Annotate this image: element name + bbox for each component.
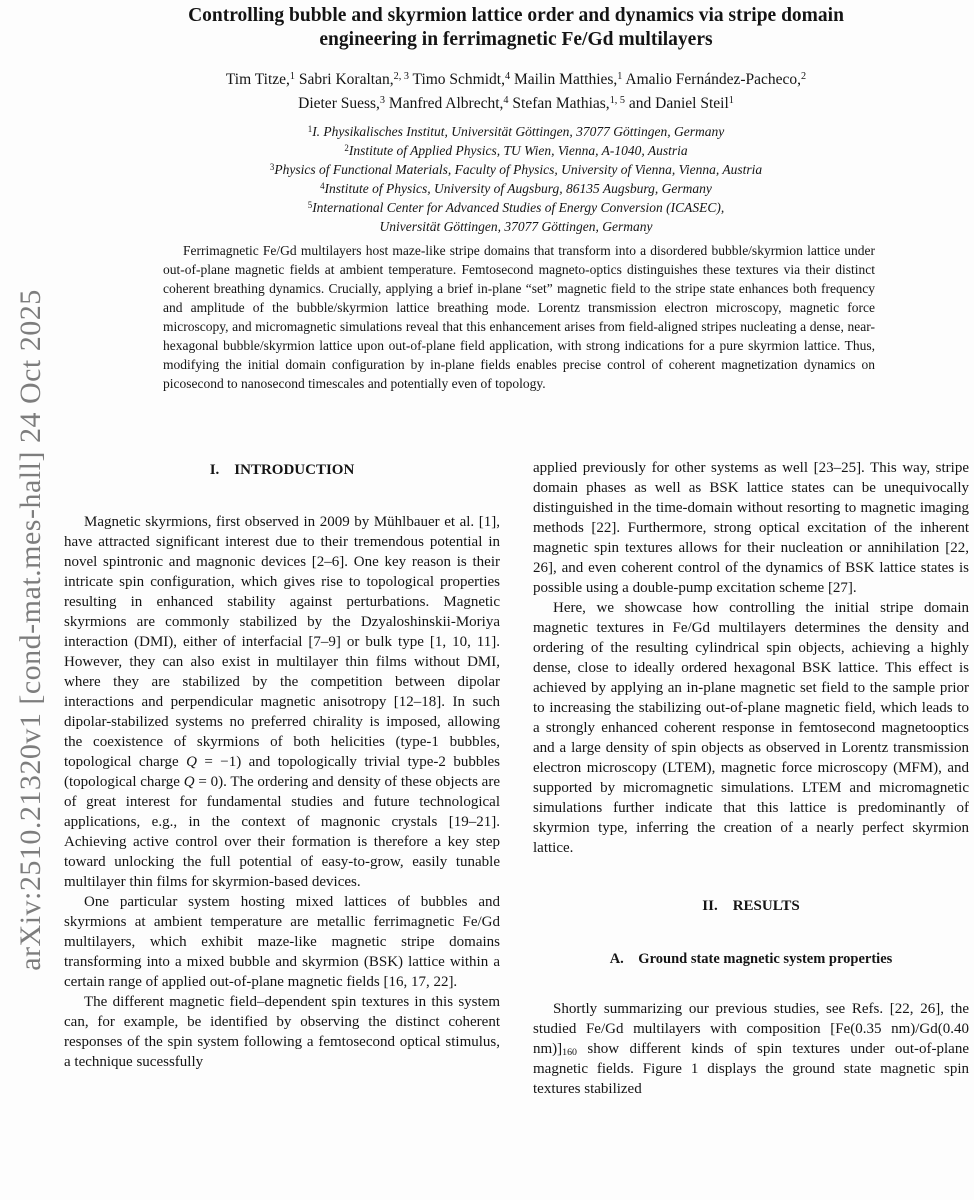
section-heading: I. INTRODUCTION: [209, 462, 355, 478]
affiliation-line: $^5$International Center for Advanced Studies of Energy Conversion (ICASEC),: [307, 199, 725, 215]
body-paragraph: Shortly summarizing our previous studies, see Refs. [22, 26], the studied Fe/Gd multilayers with composition [Fe(0.35 nm)/Gd(0.40 $nm)]_{160}$ show different kinds of spin textures under out-of-plane magnetic fields. Figure 1 displays the ground state magnetic spin textures stabilized: [533, 1001, 969, 1097]
paper-title-line: engineering in ferrimagnetic Fe/Gd multilayers: [319, 29, 713, 50]
body-paragraph: Magnetic skyrmions, first observed in 2009 by Mühlbauer et al. [1], have attracted significant interest due to their tremendous potential in novel spintronic and magnonic devices [2–6]. One key reason is their intricate spin configuration, which gives rise to topological properties resulting in enhanced stability against perturbations. Magnetic skyrmions are commonly stabilized by the Dzyaloshinskii-Moriya interaction (DMI), either of interfacial [7–9] or bulk type [1, 10, 11]. However, they can also exist in multilayer thin films without DMI, where they are stabilized by the competition between dipolar interactions and perpendicular magnetic anisotropy [12–18]. In such dipolar-stabilized systems no preferred chirality is imposed, allowing the coexistence of skyrmions of both helicities (type-1 bubbles, topological charge Q = −1) and topologically trivial type-2 bubbles (topological charge Q = 0). The ordering and density of these objects are of great interest for fundamental studies and future technological applications, e.g., in the context of magnonic crystals [19–21]. Achieving active control over their formation is therefore a key step toward unlocking the full potential of easy-to-grow, easily tunable multilayer thin films for skyrmion-based devices.: [64, 514, 500, 890]
body-paragraph: applied previously for other systems as well [23–25]. This way, stripe domain phases as well as BSK lattice states can be unequivocally distinguished in the time-domain without resorting to magnetic imaging methods [22]. Furthermore, strong optical excitation of the inherent magnetic spin textures allows for their nucleation or annihilation [22, 26], and even coherent control of the dynamics of BSK lattice states is possible using a double-pump excitation scheme [27].: [533, 460, 969, 596]
affiliation-line: $^2$Institute of Applied Physics, TU Wien, Vienna, A-1040, Austria: [344, 142, 688, 158]
author-line: Dieter Suess,$^3$ Manfred Albrecht,$^4$ Stefan Mathias,$^{1, 5}$ and Daniel Steil$^1$: [298, 94, 734, 112]
affiliation-list: [64, 122, 968, 236]
subsection-heading: A. Ground state magnetic system properties: [609, 951, 893, 967]
paper-title-line: Controlling bubble and skyrmion lattice order and dynamics via stripe domain: [188, 5, 844, 26]
affiliation-line: $^3$Physics of Functional Materials, Faculty of Physics, University of Vienna, Vienna, Austria: [269, 161, 763, 177]
body-paragraph: One particular system hosting mixed lattices of bubbles and skyrmions at ambient temperature are metallic ferrimagnetic Fe/Gd multilayers, which exhibit maze-like magnetic stripe domains transforming into a mixed bubble and skyrmion (BSK) lattice within a certain range of applied out-of-plane magnetic fields [16, 17, 22].: [64, 894, 500, 990]
left-column: [64, 458, 500, 1072]
affiliation-line: Universität Göttingen, 37077 Göttingen, Germany: [379, 219, 653, 234]
right-column: [533, 458, 969, 1099]
affiliation-line: $^1$I. Physikalisches Institut, Universität Göttingen, 37077 Göttingen, Germany: [307, 123, 725, 139]
section-heading: II. RESULTS: [702, 898, 800, 914]
author-line: Tim Titze,$^1$ Sabri Koraltan,$^{2, 3}$ Timo Schmidt,$^4$ Mailin Matthies,$^1$ Amalio Fernández-Pacheco,$^2$: [225, 70, 807, 88]
paper-header: [64, 4, 968, 236]
body-paragraph: The different magnetic field–dependent spin textures in this system can, for example, be identified by observing the distinct coherent responses of the spin system following a femtosecond optical stimulus, a technique sucessfully: [64, 994, 500, 1070]
abstract: Ferrimagnetic Fe/Gd multilayers host maze-like stripe domains that transform into a disordered bubble/skyrmion lattice under out-of-plane magnetic fields at ambient temperature. Femtosecond magneto-optics distinguishes these textures via their distinct coherent breathing dynamics. Crucially, applying a brief in-plane “set” magnetic field to the stripe state enhances both frequency and amplitude of the bubble/skyrmion lattice breathing mode. Lorentz transmission electron microscopy, magnetic force microscopy, and micromagnetic simulations reveal that this enhancement arises from field-aligned stripes nucleating a dense, near-hexagonal bubble/skyrmion lattice upon out-of-plane field application, with strong indications for a pure skyrmion lattice. Thus, modifying the initial domain configuration by in-plane fields enables precise control of coherent magnetization dynamics on picosecond to nanosecond timescales and potentially even of topology.: [163, 243, 875, 391]
arxiv-watermark: arXiv:2510.21320v1 [cond-mat.mes-hall] 24 Oct 2025: [14, 289, 47, 971]
body-paragraph: Here, we showcase how controlling the initial stripe domain magnetic textures in Fe/Gd multilayers determines the density and ordering of the resulting cylindrical spin objects, achieving a highly dense, close to ideally ordered hexagonal BSK lattice. This effect is achieved by applying an in-plane magnetic set field to the sample prior to increasing the stabilizing out-of-plane magnetic field, which leads to a strongly enhanced coherent response in femtosecond magnetooptics and a large density of spin objects as observed in Lorentz transmission electron microscopy (LTEM), magnetic force microscopy (MFM), and supported by micromagnetic simulations. LTEM and micromagnetic simulations further indicate that this lattice is predominantly of skyrmion type, inferring the creation of a nearly perfect skyrmion lattice.: [533, 600, 969, 856]
affiliation-line: $^4$Institute of Physics, University of Augsburg, 86135 Augsburg, Germany: [320, 180, 712, 196]
author-list: [64, 68, 968, 116]
